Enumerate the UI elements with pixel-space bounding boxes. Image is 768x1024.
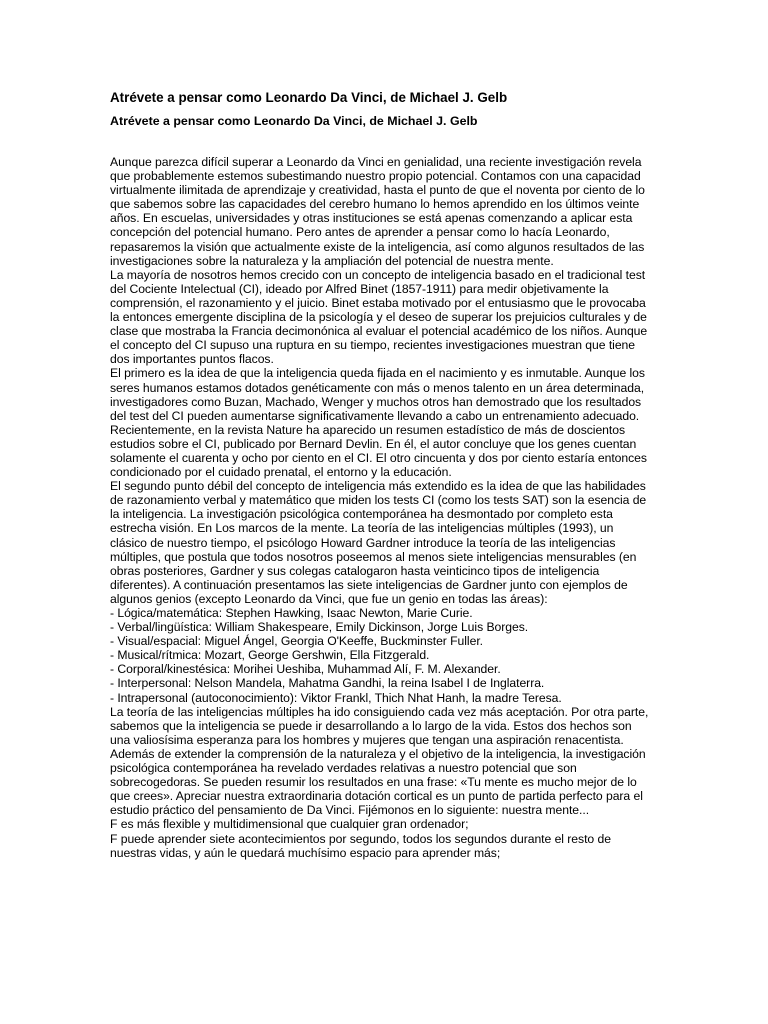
paragraph: Además de extender la comprensión de la naturaleza y el objetivo de la inteligencia, la investigación psicológica contemporánea ha revelado verdades relativas a nuestro potencial que son sobrecogedoras. Se pueden resumir los resultados en una frase: «Tu mente es mucho mejor de lo que crees». Apreciar nuestra extraordinaria dotación cortical es un punto de partida perfecto para el estudio práctico del pensamiento de Da Vinci. Fijémonos en lo siguiente: nuestra mente... bbox=[110, 746, 646, 818]
document-page bbox=[110, 90, 650, 860]
list-item: - Corporal/kinestésica: Morihei Ueshiba, Muhammad Alí, F. M. Alexander. bbox=[110, 662, 501, 677]
list-item: - Lógica/matemática: Stephen Hawking, Isaac Newton, Marie Curie. bbox=[110, 606, 473, 620]
paragraph: F puede aprender siete acontecimientos por segundo, todos los segundos durante el resto de nuestras vidas, y aún le quedará muchísimo espacio para aprender más; bbox=[110, 831, 611, 860]
list-item: - Visual/espacial: Miguel Ángel, Georgia O'Keeffe, Buckminster Fuller. bbox=[110, 634, 483, 649]
list-item: - Verbal/lingüística: William Shakespeare, Emily Dickinson, Jorge Luis Borges. bbox=[110, 620, 529, 635]
paragraph: El segundo punto débil del concepto de inteligencia más extendido es la idea de que las habilidades de razonamiento verbal y matemático que miden los tests CI (como los tests SAT) son la esencia de la inteligencia. La investigación psicológica contemporánea ha desmontado por completo esta estrecha visión. En Los marcos de la mente. La teoría de las inteligencias múltiples (1993), un clásico de nuestro tiempo, el psicólogo Howard Gardner introduce la teoría de las inteligencias múltiples, que postula que todos nosotros poseemos al menos siete inteligencias mensurables (en obras posteriores, Gardner y sus colegas catalogaron hasta veinticinco tipos de inteligencia diferentes). A continuación presentamos las siete inteligencias de Gardner junto con ejemplos de algunos genios (excepto Leonardo da Vinci, que fue un genio en todas las áreas): bbox=[110, 479, 647, 606]
paragraph: El primero es la idea de que la inteligencia queda fijada en el nacimiento y es inmutable. Aunque los seres humanos estamos dotados genéticamente con más o menos talento en un área determinada, investigadores como Buzan, Machado, Wenger y muchos otros han demostrado que los resultados del test del CI pueden aumentarse significativamente llevando a cabo un entrenamiento adecuado. Recientemente, en la revista Nature ha aparecido un resumen estadístico de más de doscientos estudios sobre el CI, publicado por Bernard Devlin. En él, el autor concluye que los genes cuentan solamente el cuarenta y ocho por ciento en el CI. El otro cincuenta y dos por ciento estaría entonces condicionado por el cuidado prenatal, el entorno y la educación. bbox=[110, 366, 647, 480]
document-body bbox=[110, 155, 650, 860]
document-title: Atrévete a pensar como Leonardo Da Vinci, de Michael J. Gelb bbox=[110, 90, 508, 105]
paragraph: F es más flexible y multidimensional que cualquier gran ordenador; bbox=[110, 817, 469, 832]
paragraph: Aunque parezca difícil superar a Leonardo da Vinci en genialidad, una reciente investigación revela que probablemente estemos subestimando nuestro propio potencial. Contamos con una capacidad virtualmente ilimitada de aprendizaje y creatividad, hasta el punto de que el noventa por ciento de lo que sabemos sobre las capacidades del cerebro humano lo hemos aprendido en los últimos veinte años. En escuelas, universidades y otras instituciones se está apenas comenzando a aplicar esta concepción del potencial humano. Pero antes de aprender a pensar como lo hacía Leonardo, repasaremos la visión que actualmente existe de la inteligencia, así como algunos resultados de las investigaciones sobre la naturaleza y la ampliación del potencial de nuestra mente. bbox=[110, 155, 645, 268]
list-item: - Intrapersonal (autoconocimiento): Viktor Frankl, Thich Nhat Hanh, la madre Teresa. bbox=[110, 690, 562, 705]
paragraph: La teoría de las inteligencias múltiples ha ido consiguiendo cada vez más aceptación. Por otra parte, sabemos que la inteligencia se puede ir desarrollando a lo largo de la vida. Estos dos hechos son una valiosísima esperanza para los hombres y mujeres que tengan una aspiración renacentista. bbox=[110, 704, 649, 747]
document-subtitle: Atrévete a pensar como Leonardo Da Vinci, de Michael J. Gelb bbox=[110, 114, 478, 128]
list-item: - Musical/rítmica: Mozart, George Gershwin, Ella Fitzgerald. bbox=[110, 648, 430, 663]
list-item: - Interpersonal: Nelson Mandela, Mahatma Gandhi, la reina Isabel I de Inglaterra. bbox=[110, 676, 545, 691]
paragraph: La mayoría de nosotros hemos crecido con un concepto de inteligencia basado en el tradicional test del Cociente Intelectual (CI), ideado por Alfred Binet (1857-1911) para medir objetivamente la comprensión, el razonamiento y el juicio. Binet estaba motivado por el entusiasmo que le provocaba la entonces emergente disciplina de la psicología y el deseo de superar los prejuicios culturales y de clase que mostraba la Francia decimonónica al evaluar el potencial académico de los niños. Aunque el concepto del CI supuso una ruptura en su tiempo, recientes investigaciones muestran que tiene dos importantes puntos flacos. bbox=[110, 267, 648, 367]
